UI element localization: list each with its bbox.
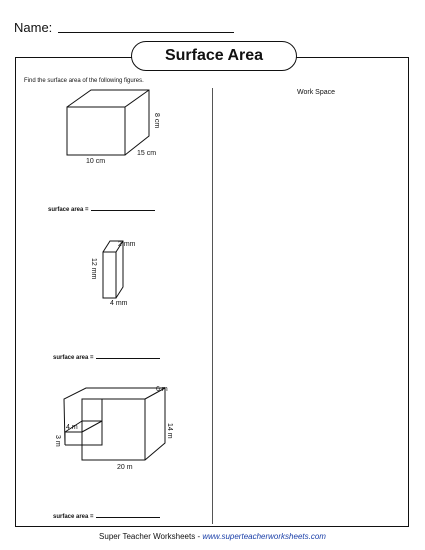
fig2-top-label: 2 mm [118, 241, 136, 248]
fig2-height-label: 12 mm [90, 258, 97, 280]
fig2-bottom-label: 4 mm [110, 300, 128, 307]
fig3-step-top-label: 4 m [66, 424, 78, 431]
footer-text: Super Teacher Worksheets - [99, 532, 203, 541]
instructions: Find the surface area of the following figures. [24, 78, 144, 84]
prism-figure-1 [67, 90, 149, 155]
footer-url[interactable]: www.superteacherworksheets.com [202, 532, 326, 541]
answer-line-2[interactable] [53, 352, 160, 361]
answer-line-1[interactable] [48, 204, 155, 213]
prism-figure-3 [64, 388, 165, 460]
fig3-step-height-label: 3 m [54, 435, 61, 447]
prism-figure-2 [103, 241, 123, 298]
fig1-depth-label: 8 cm [153, 113, 160, 129]
answer-label: surface area = [53, 355, 96, 361]
name-label: Name: [14, 20, 53, 35]
work-space-label: Work Space [297, 89, 335, 96]
fig3-height-label: 14 m [166, 423, 173, 439]
answer-line-3[interactable] [53, 511, 160, 520]
answer-blank[interactable] [96, 511, 160, 518]
footer [0, 532, 425, 541]
fig1-width-label: 10 cm [86, 158, 106, 165]
answer-blank[interactable] [91, 204, 155, 211]
fig3-top-label: 6 m [156, 386, 168, 393]
page-title: Surface Area [131, 41, 297, 71]
answer-label: surface area = [53, 514, 96, 520]
answer-label: surface area = [48, 207, 91, 213]
answer-blank[interactable] [96, 352, 160, 359]
fig3-bottom-label: 20 m [117, 464, 133, 471]
fig1-length-label: 15 cm [137, 150, 157, 157]
